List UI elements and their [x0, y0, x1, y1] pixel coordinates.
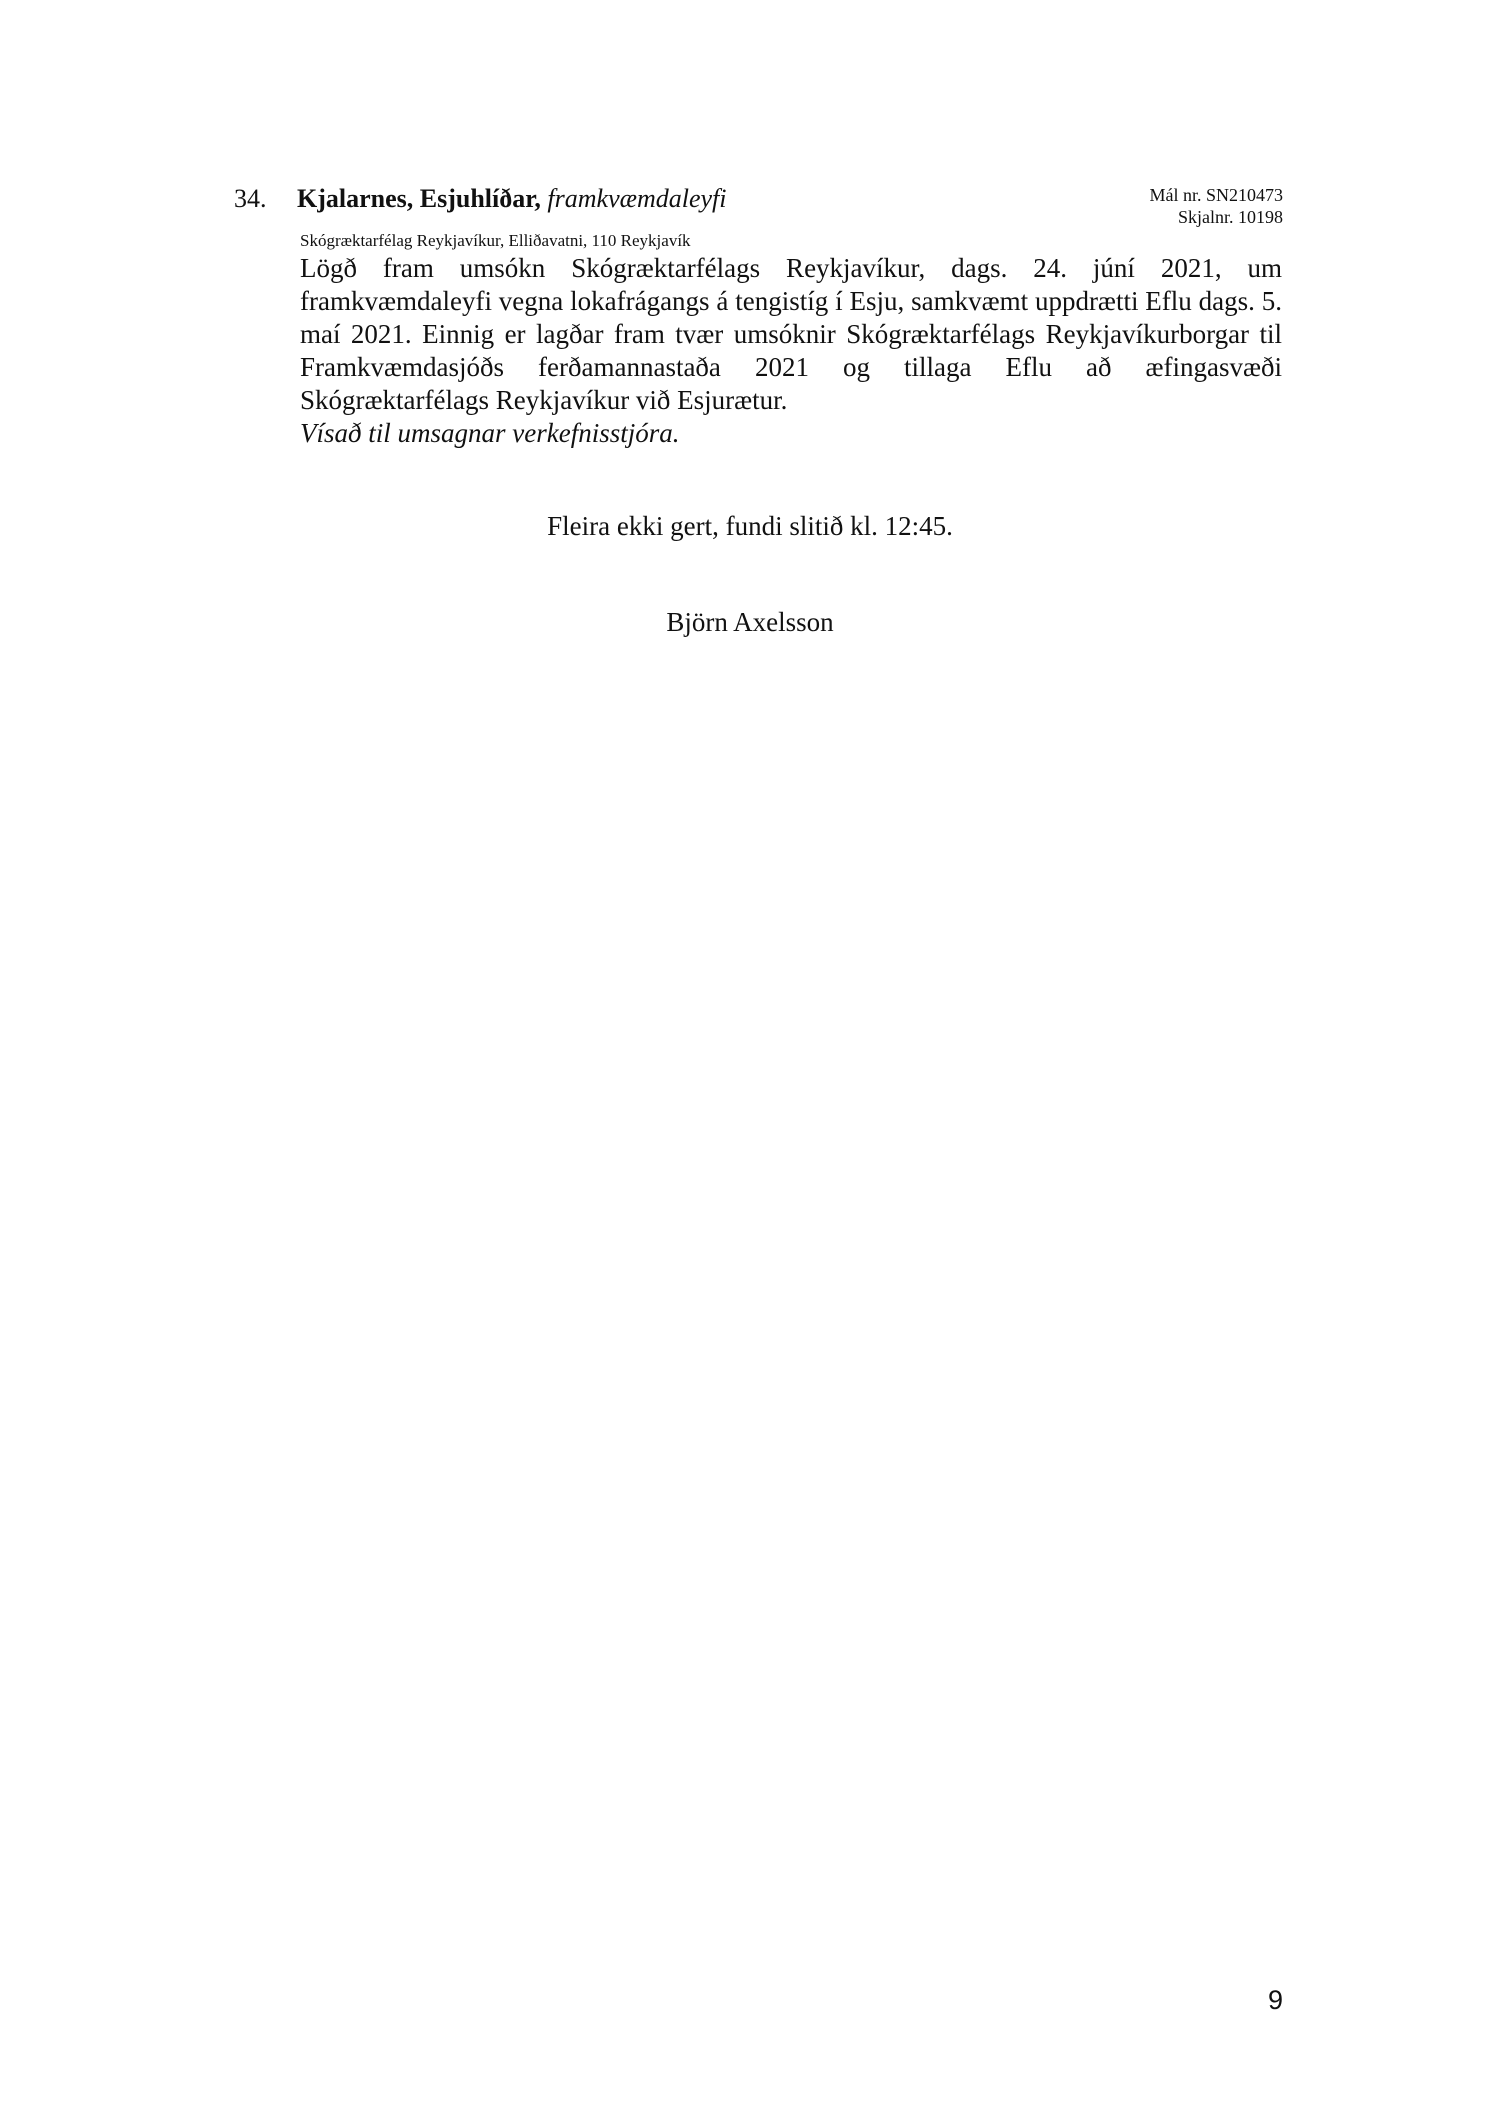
applicant-line: Skógræktarfélag Reykjavíkur, Elliðavatni, 110 Reykjavík [300, 231, 691, 250]
item-title-bold: Kjalarnes, Esjuhlíðar, [297, 184, 541, 213]
item-body-text: Lögð fram umsókn Skógræktarfélags Reykjavíkur, dags. 24. júní 2021, um framkvæmdaleyfi vegna lokafrágangs á tengistíg í Esju, samkvæmt uppdrætti Eflu dags. 5. maí 2021. Einnig er lagðar fram tvær umsóknir Skógræktarfélags Reykjavíkurborgar til Framkvæmdasjóðs ferðamannastaða 2021 og tillaga Eflu að æfingasvæði Skógræktarfélags Reykjavíkur við Esjurætur. [300, 253, 1282, 415]
case-reference [1149, 184, 1283, 228]
item-title-italic: framkvæmdaleyfi [547, 184, 727, 213]
item-decision: Vísað til umsagnar verkefnisstjóra. [300, 418, 680, 448]
item-number: 34. [234, 184, 267, 213]
case-number: Mál nr. SN210473 [1149, 185, 1283, 205]
closing-statement: Fleira ekki gert, fundi slitið kl. 12:45. [547, 511, 953, 541]
signature-name: Björn Axelsson [666, 607, 834, 637]
page-number: 9 [1267, 1985, 1283, 2015]
item-title [297, 183, 726, 215]
file-number: Skjalnr. 10198 [1177, 207, 1283, 227]
